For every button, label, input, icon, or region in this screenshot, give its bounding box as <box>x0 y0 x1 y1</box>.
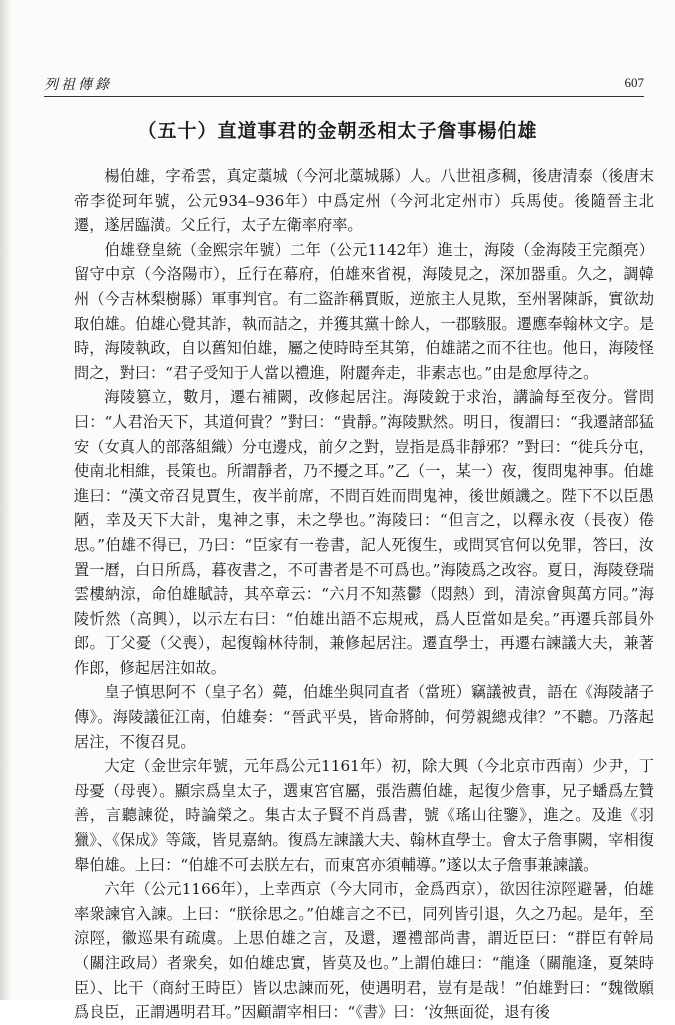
body-text <box>74 164 654 1025</box>
paragraph: 楊伯雄，字希雲，真定藁城（今河北藁城縣）人。八世祖彥稠，後唐清泰（後唐末帝李從珂年號，公元934–936年）中爲定州（今河北定州市）兵馬使。後隨晉主北遷，遂居臨潢。父丘行，太子左衛率府率。 <box>74 167 654 235</box>
paragraph: 大定（金世宗年號，元年爲公元1161年）初，除大興（今北京市西南）少尹，丁母憂（母喪）。顯宗爲皇太子，選東宮官屬，張浩薦伯雄，起復少詹事，兄子蟠爲左贊善，言聽諫從，時論榮之。集古太子賢不肖爲書，號《瑤山往鑒》，進之。及進《羽獵》、《保成》等箴，皆見嘉納。復爲左諫議大夫、翰林直學士。會太子詹事闕，宰相復舉伯雄。上曰：“伯雄不可去朕左右，而東宮亦須輔導。”遂以太子詹事兼諫議。 <box>74 757 654 874</box>
paragraph: 伯雄登皇統（金熙宗年號）二年（公元1142年）進士，海陵（金海陵王完顏亮）留守中京（今洛陽市），丘行在幕府，伯雄來省視，海陵見之，深加器重。久之，調韓州（今吉林梨樹縣）軍事判官。有二盜詐稱賈販，逆旅主人見欺，至州署陳訴，實欲劫取伯雄。伯雄心覺其詐，執而詰之，并獲其黨十餘人，一郡駭服。遷應奉翰林文字。是時，海陵執政，自以舊知伯雄，屬之使時時至其第，伯雄諾之而不往也。他日，海陵怪問之，對曰：“君子受知于人當以禮進，附麗奔走，非素志也。”由是愈厚待之。 <box>74 240 654 382</box>
running-header <box>44 74 644 97</box>
page-gutter-shadow <box>0 0 12 1000</box>
paragraph: 海陵篡立，數月，遷右補闕，改修起居注。海陵銳于求治，講論每至夜分。嘗問曰：“人君治天下，其道何貴？”對曰：“貴靜。”海陵默然。明日，復謂曰：“我遷諸部猛安（女真人的部落組織）分屯邊戍，前夕之對，豈指是爲非靜邪？”對曰：“徙兵分屯，使南北相維，長策也。所謂靜者，乃不擾之耳。”乙（一，某一）夜，復問鬼神事。伯雄進曰：“漢文帝召見賈生，夜半前席，不問百姓而問鬼神，後世頗譏之。陛下不以臣愚陋，幸及天下大計，鬼神之事，未之學也。”海陵曰：“但言之，以釋永夜（長夜）倦思。”伯雄不得已，乃曰：“臣家有一卷書，記人死復生，或問冥官何以免罪，答曰，汝置一曆，白日所爲，暮夜書之，不可書者是不可爲也。”海陵爲之改容。夏日，海陵登瑞雲樓納涼，命伯雄賦詩，其卒章云：“六月不知蒸鬱（悶熱）到，清涼會與萬方同。”海陵忻然（高興），以示左右曰：“伯雄出語不忘規戒，爲人臣當如是矣。”再遷兵部員外郎。丁父憂（父喪），起復翰林待制，兼修起居注。遷直學士，再遷右諫議大夫，兼著作郎，修起居注如故。 <box>74 388 654 677</box>
paragraph: 皇子慎思阿不（皇子名）薨，伯雄坐與同直者（當班）竊議被責，語在《海陵諸子傳》。海陵議征江南，伯雄奏：“晉武平吳，皆命將帥，何勞親總戎律？”不聽。乃落起居注，不復召見。 <box>74 683 654 751</box>
page-number: 607 <box>624 75 644 90</box>
book-title: 列祖傳錄 <box>44 77 112 93</box>
paragraph: 六年（公元1166年），上幸西京（今大同市，金爲西京），欲因往涼陘避暑，伯雄率衆諫官入諫。上曰：“朕徐思之。”伯雄言之不已，同列皆引退，久之乃起。是年，至涼陘，徽巡果有疏虞。上思伯雄之言，及還，遷禮部尚書，謂近臣曰：“群臣有幹局（關注政局）者衆矣，如伯雄忠實，皆莫及也。”上謂伯雄曰：“龍逢（關龍逢，夏桀時臣）、比干（商紂王時臣）皆以忠諫而死，使遇明君，豈有是哉！”伯雄對曰：“魏徵願爲良臣，正謂遇明君耳。”因顧謂宰相曰：“《書》曰：‘汝無面從，退有後 <box>74 880 654 1022</box>
chapter-title: （五十）直道事君的金朝丞相太子詹事楊伯雄 <box>137 120 538 142</box>
